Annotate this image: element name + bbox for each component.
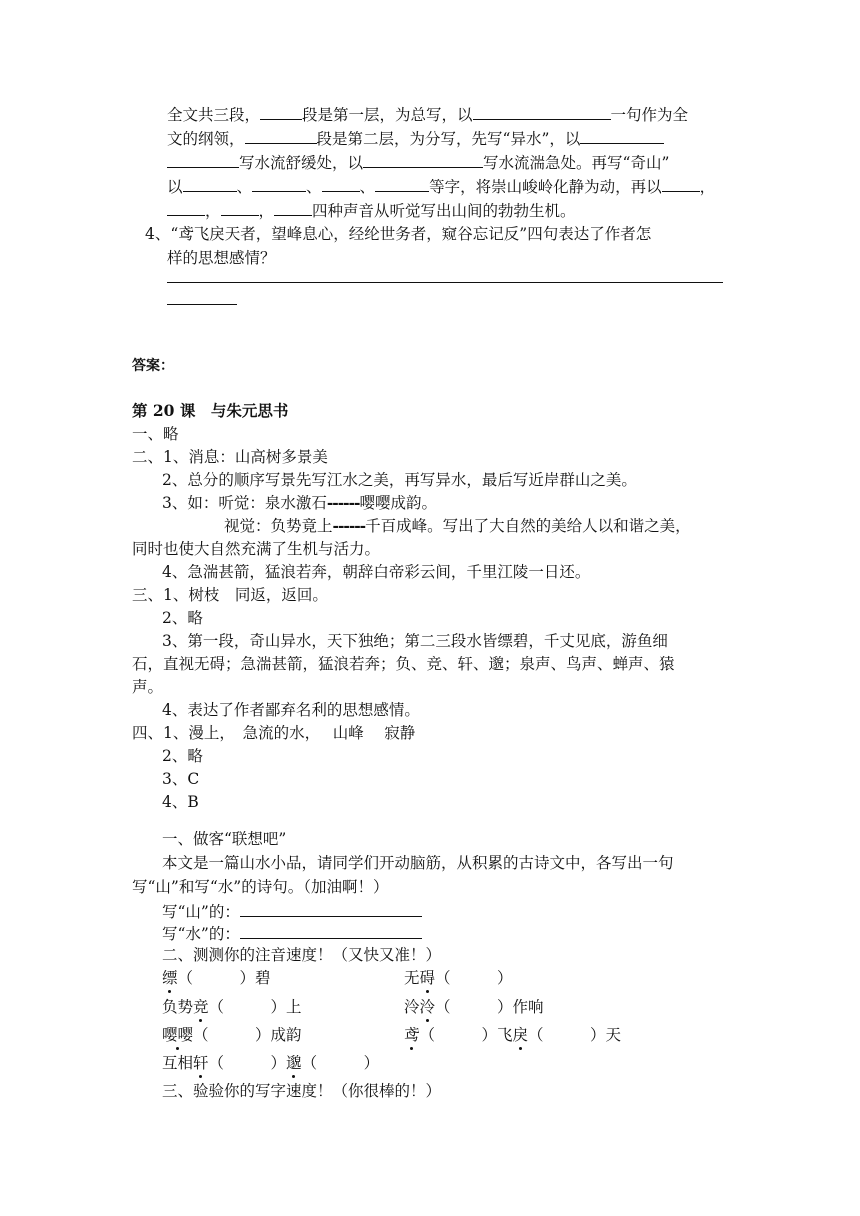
blank[interactable] [167, 199, 205, 216]
blank[interactable] [274, 199, 312, 216]
section-heading: 二、测测你的注音速度！（又快又准！） [162, 946, 442, 964]
pinyin-row-3b: 鸢（ ）飞戾（ ）天 [404, 1026, 622, 1044]
answer-label: 答案： [132, 358, 174, 374]
fill-line-4: 以 、 、 、 等字，将崇山峻岭化静为动，再以 ， [167, 175, 715, 198]
pinyin-blank[interactable]: （ ）作响 [435, 998, 544, 1016]
blank[interactable] [662, 175, 700, 192]
answer-line: 4、B [162, 793, 199, 811]
pinyin-blank[interactable]: （ ） [208, 1054, 287, 1072]
answer-line: 三、1、树枝 同返，返回。 [132, 586, 328, 604]
answer-line: 3、如：听觉：泉水激石------嘤嘤成韵。 [162, 493, 437, 512]
pinyin-row-2: 负势竞（ ）上 [162, 998, 302, 1016]
lesson-title: 第 20 课 与朱元思书 [132, 401, 289, 420]
blank[interactable] [363, 151, 483, 168]
blank[interactable] [375, 175, 429, 192]
answer-line[interactable] [167, 282, 723, 283]
answer-line: 4、急湍甚箭，猛浪若奔，朝辞白帝彩云间，千里江陵一日还。 [162, 563, 591, 581]
answer-line: 一、略 [132, 425, 179, 443]
answer-line: 同时也使大自然充满了生机与活力。 [132, 540, 381, 558]
question-4-cont: 样的思想感情？ [167, 249, 276, 267]
pinyin-blank[interactable]: （ ）飞 [419, 1026, 513, 1044]
answer-line: 4、表达了作者鄙弃名利的思想感情。 [162, 701, 420, 719]
pinyin-blank[interactable]: （ ）碧 [177, 969, 271, 987]
water-answer-blank[interactable] [240, 922, 422, 939]
answer-line: 石，直视无碍；急湍甚箭，猛浪若奔；负、竞、轩、邈；泉声、鸟声、蝉声、猿 [132, 655, 675, 673]
blank[interactable] [473, 103, 611, 120]
pinyin-row-1b: 无碍（ ） [404, 969, 513, 987]
blank[interactable] [221, 199, 259, 216]
paragraph: 本文是一篇山水小品，请同学们开动脑筋，从积累的古诗文中，各写出一句 [162, 854, 674, 872]
mountain-prompt: 写“山”的： [162, 900, 422, 923]
blank[interactable] [183, 175, 237, 192]
water-prompt: 写“水”的： [162, 922, 422, 945]
answer-line[interactable] [167, 304, 237, 305]
question-4: 4、“鸢飞戾天者，望峰息心，经纶世务者，窥谷忘记反”四句表达了作者怎 [145, 225, 652, 243]
answer-line: 3、第一段，奇山异水，天下独绝；第二三段水皆缥碧，千丈见底，游鱼细 [162, 632, 668, 650]
answer-line: 2、略 [162, 609, 203, 627]
answer-line: 四、1、漫上， 急流的水， 山峰 寂静 [132, 724, 416, 742]
answer-line: 3、C [162, 770, 200, 788]
blank[interactable] [252, 175, 306, 192]
paragraph: 写“山”和写“水”的诗句。（加油啊！） [132, 878, 389, 896]
blank[interactable] [260, 103, 302, 120]
fill-line-2: 文的纲领， 段是第二层，为分写，先写“异水”，以 [167, 127, 664, 150]
pinyin-blank[interactable]: （ ）成韵 [193, 1026, 302, 1044]
answer-line: 2、总分的顺序写景先写江水之美，再写异水，最后写近岸群山之美。 [162, 471, 637, 489]
pinyin-row-1: 缥（ ）碧 [162, 969, 271, 987]
section-heading: 一、做客“联想吧” [162, 830, 287, 848]
pinyin-blank[interactable]: （ ） [301, 1054, 380, 1072]
pinyin-blank[interactable]: （ ）天 [528, 1026, 622, 1044]
pinyin-blank[interactable]: （ ） [435, 969, 513, 987]
fill-line-5: ， ， 四种声音从听觉写出山间的勃勃生机。 [167, 199, 576, 222]
section-heading: 三、验验你的写字速度！（你很棒的！） [162, 1082, 442, 1100]
fill-line-1: 全文共三段， 段是第一层，为总写，以 一句作为全 [167, 103, 688, 126]
blank[interactable] [167, 151, 239, 168]
answer-line: 视觉：负势竟上------千百成峰。写出了大自然的美给人以和谐之美， [224, 516, 691, 535]
pinyin-row-2b: 泠泠（ ）作响 [404, 998, 544, 1016]
mountain-answer-blank[interactable] [240, 900, 422, 917]
blank[interactable] [322, 175, 360, 192]
blank[interactable] [245, 127, 317, 144]
pinyin-blank[interactable]: （ ）上 [208, 998, 302, 1016]
fill-line-3: 写水流舒缓处，以 写水流湍急处。再写“奇山” [167, 151, 669, 174]
answer-line: 声。 [132, 678, 164, 696]
answer-line: 2、略 [162, 747, 203, 765]
answer-line: 二、1、消息：山高树多景美 [132, 448, 328, 466]
blank[interactable] [580, 127, 664, 144]
pinyin-row-3: 嘤嘤（ ）成韵 [162, 1026, 302, 1044]
pinyin-row-4: 互相轩（ ）邈（ ） [162, 1054, 380, 1072]
